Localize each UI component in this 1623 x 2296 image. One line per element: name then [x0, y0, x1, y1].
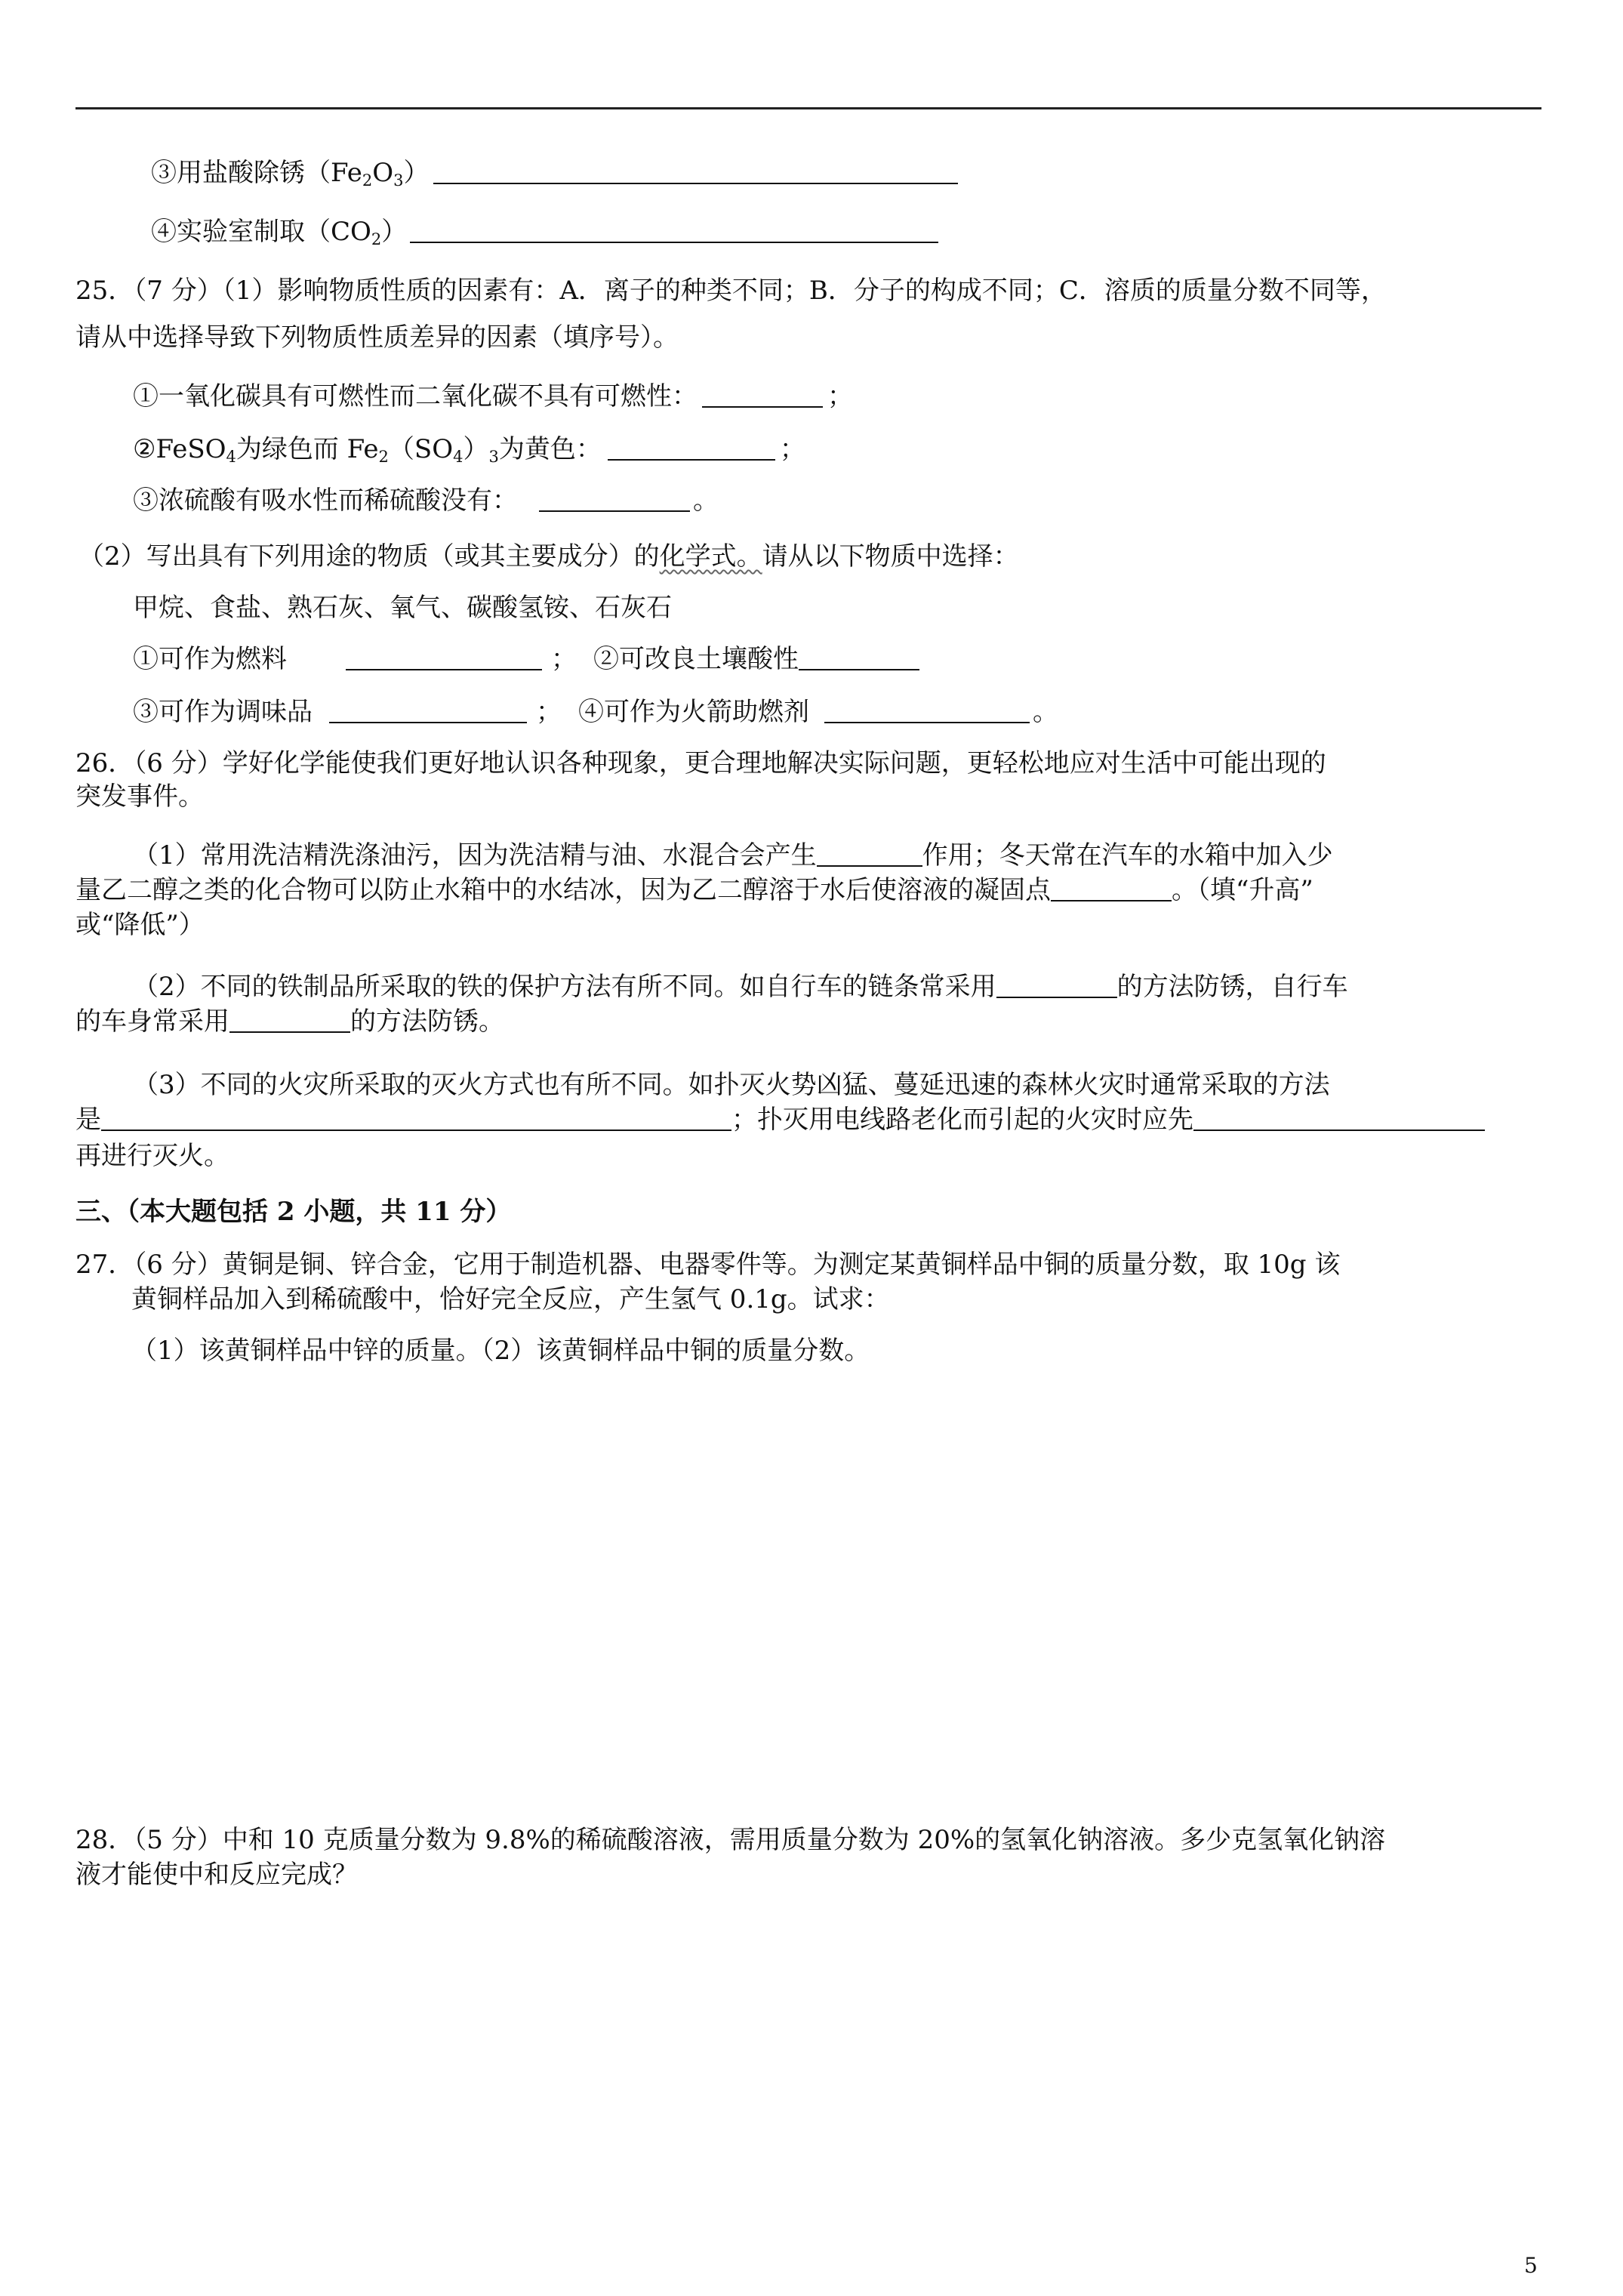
answer-blank[interactable] — [824, 699, 1030, 723]
q25-stem-line-2: 请从中选择导致下列物质性质差异的因素（填序号）。 — [75, 322, 679, 353]
q25-part2-stem: （2）写出具有下列用途的物质（或其主要成分）的化学式。请从以下物质中选择： — [79, 541, 1019, 572]
q24-item-4: ④实验室制取$(CO_2)$ — [151, 219, 938, 248]
q26-stem-line-2: 突发事件。 — [75, 781, 204, 812]
answer-blank[interactable] — [229, 1009, 350, 1033]
answer-blank[interactable] — [1051, 877, 1172, 901]
answer-blank[interactable] — [608, 436, 775, 461]
q25-part2-row-1: ①可作为燃料 ； ②可改良土壤酸性 — [133, 646, 919, 672]
q25-part2-row-2: ③可作为调味品 ； ④可作为火箭助燃剂 。 — [133, 697, 1058, 727]
q25-stem-line-1: 25．（7 分）（1）影响物质性质的因素有：A．离子的种类不同；B．分子的构成不同；C．溶质的质量分数不同等， — [75, 276, 1387, 306]
q28-stem-line-1: 28．（5 分）中和 10 克质量分数为 9.8%的稀硫酸溶液，需用质量分数为 20%的氢氧化钠溶液。多少克氢氧化钠溶 — [75, 1825, 1386, 1855]
q26-part1-line-3: 或“降低”） — [75, 910, 205, 940]
answer-blank[interactable] — [433, 160, 958, 184]
q26-part3-line-1: （3）不同的火灾所采取的灭火方式也有所不同。如扑灭火势凶猛、蔓延迅速的森林火灾时通常采取的方法 — [133, 1070, 1330, 1100]
q25-part2-options: 甲烷、食盐、熟石灰、氧气、碳酸氢铵、石灰石 — [133, 593, 672, 623]
q26-part2-line-2: 的车身常采用 的方法防锈。 — [75, 1006, 504, 1037]
answer-blank[interactable] — [346, 646, 542, 670]
q24-item-3: ③用盐酸除锈$(Fe_2O_3)$ — [151, 160, 958, 189]
answer-blank[interactable] — [101, 1107, 731, 1131]
answer-blank[interactable] — [329, 699, 527, 723]
answer-blank[interactable] — [799, 646, 919, 670]
q25-part1-item-3: ③浓硫酸有吸水性而稀硫酸没有： 。 — [133, 485, 719, 516]
q26-part1-line-1: （1）常用洗洁精洗涤油污，因为洗洁精与油、水混合会产生 作用；冬天常在汽车的水箱中加入少 — [133, 840, 1333, 871]
answer-blank[interactable] — [1193, 1107, 1485, 1131]
answer-blank[interactable] — [702, 384, 823, 408]
q26-part3-line-3: 再进行灭火。 — [75, 1141, 229, 1171]
answer-blank[interactable] — [817, 843, 922, 867]
section-3-heading: 三、（本大题包括 2 小题，共 11 分） — [75, 1197, 512, 1227]
q26-part3-line-2: 是 ；扑灭用电线路老化而引起的火灾时应先 — [75, 1107, 1485, 1133]
q25-part1-item-2: ②FeSO$_4$为绿色而 $Fe_2(SO_4)_3$为黄色： ； — [133, 434, 805, 466]
header-rule — [75, 107, 1541, 109]
page-number: 5 — [1524, 2253, 1538, 2278]
q28-stem-line-2: 液才能使中和反应完成？ — [75, 1860, 358, 1890]
answer-blank[interactable] — [539, 488, 690, 512]
q27-stem-line-1: 27．（6 分）黄铜是铜、锌合金，它用于制造机器、电器零件等。为测定某黄铜样品中铜的质量分数，取 10g 该 — [75, 1250, 1341, 1280]
answer-blank[interactable] — [996, 974, 1117, 998]
q27-ask: （1）该黄铜样品中锌的质量。（2）该黄铜样品中铜的质量分数。 — [131, 1336, 870, 1366]
q26-stem-line-1: 26．（6 分）学好化学能使我们更好地认识各种现象，更合理地解决实际问题，更轻松地应对生活中可能出现的 — [75, 748, 1326, 778]
q27-stem-line-2: 黄铜样品加入到稀硫酸中，恰好完全反应，产生氢气 0.1g。试求： — [131, 1284, 890, 1314]
q26-part1-line-2: 量乙二醇之类的化合物可以防止水箱中的水结冰，因为乙二醇溶于水后使溶液的凝固点 。（填“升高” — [75, 875, 1313, 905]
q25-part1-item-1: ①一氧化碳具有可燃性而二氧化碳不具有可燃性： ； — [133, 381, 853, 411]
answer-blank[interactable] — [410, 219, 938, 243]
q26-part2-line-1: （2）不同的铁制品所采取的铁的保护方法有所不同。如自行车的链条常采用 的方法防锈，自行车 — [133, 972, 1348, 1002]
